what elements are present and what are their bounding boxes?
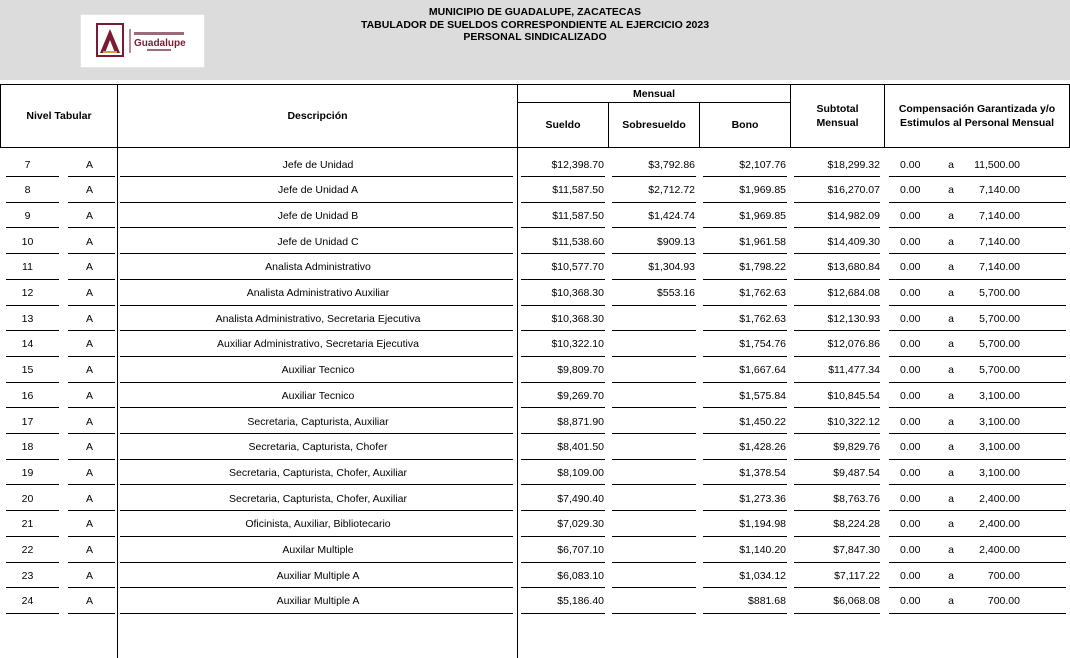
cell-subtotal: $11,477.34	[828, 364, 880, 377]
cell-sueldo: $11,587.50	[552, 184, 604, 197]
cell-sueldo: $6,707.10	[557, 544, 604, 556]
cell-subtotal: $10,845.54	[827, 389, 880, 402]
cell-sueldo: $6,083.10	[557, 569, 604, 582]
compensacion-max: 2,400.00	[979, 518, 1020, 531]
compensacion-max: 11,500.00	[974, 158, 1020, 171]
compensacion-max: 2,400.00	[979, 492, 1020, 505]
compensacion-a: a	[948, 415, 954, 428]
compensacion-max: 5,700.00	[979, 287, 1020, 299]
cell-nivel: 15	[21, 364, 34, 377]
compensacion-max: 7,140.00	[979, 235, 1020, 248]
cell-sueldo: $10,322.10	[551, 338, 604, 351]
compensacion-a: a	[948, 184, 954, 197]
cell-sobresueldo: $553.16	[657, 287, 695, 299]
cell-letra: A	[85, 209, 93, 222]
compensacion-min: 0.00	[900, 158, 921, 171]
cell-bono: $1,273.36	[739, 492, 786, 505]
compensacion-a: a	[948, 595, 954, 608]
cell-sueldo: $5,186.40	[557, 595, 604, 608]
compensacion-a: a	[948, 364, 954, 377]
cell-nivel: 14	[21, 338, 34, 351]
compensacion-a: a	[948, 518, 954, 531]
subtotal-label-line1: Subtotal	[816, 103, 859, 115]
row-underline	[889, 613, 1066, 614]
cell-letra: A	[85, 492, 93, 505]
cell-compensacion	[885, 229, 1070, 254]
compensacion-min: 0.00	[900, 569, 921, 582]
cell-subtotal: $7,847.30	[833, 544, 880, 556]
cell-compensacion	[885, 332, 1070, 357]
row-underline	[794, 613, 880, 614]
cell-sobresueldo	[609, 589, 695, 614]
row-underline	[120, 613, 513, 614]
cell-sueldo: $11,538.60	[552, 235, 604, 248]
compensacion-a: a	[948, 466, 954, 479]
row-underline	[612, 613, 696, 614]
table-row	[0, 409, 1070, 434]
cell-sobresueldo: $2,712.72	[648, 184, 695, 197]
cell-subtotal: $8,224.28	[833, 518, 880, 531]
compensacion-min: 0.00	[900, 184, 921, 197]
row-underline	[703, 613, 787, 614]
subtotal-label-line2: Mensual	[816, 117, 859, 129]
cell-bono: $881.68	[748, 595, 786, 608]
table-row	[0, 383, 1070, 408]
table-row	[0, 460, 1070, 485]
cell-descripcion: Auxiliar Multiple A	[276, 569, 360, 582]
cell-sobresueldo	[609, 332, 695, 357]
compensacion-max: 3,100.00	[979, 415, 1020, 428]
title-municipality: MUNICIPIO DE GUADALUPE, ZACATECAS	[428, 6, 642, 18]
cell-nivel: 10	[21, 235, 34, 248]
col-header-compensacion	[884, 84, 1070, 148]
cell-letra: A	[85, 235, 93, 248]
compensacion-min: 0.00	[900, 544, 921, 556]
compensacion-a: a	[948, 312, 954, 325]
compensacion-min: 0.00	[900, 261, 921, 274]
table-header	[0, 84, 1070, 148]
cell-nivel: 7	[24, 158, 31, 171]
cell-letra: A	[85, 595, 93, 608]
compensacion-min: 0.00	[900, 338, 921, 351]
cell-sobresueldo: $3,792.86	[648, 158, 695, 171]
cell-descripcion: Analista Administrativo Auxiliar	[246, 287, 390, 299]
cell-compensacion	[885, 383, 1070, 408]
compensacion-min: 0.00	[900, 235, 921, 248]
cell-nivel: 13	[21, 312, 34, 325]
table-row	[0, 152, 1070, 177]
table-row	[0, 538, 1070, 563]
cell-sobresueldo: $909.13	[657, 235, 695, 248]
compensacion-max: 5,700.00	[979, 312, 1020, 325]
cell-subtotal: $6,068.08	[833, 595, 880, 608]
cell-descripcion: Secretaria, Capturista, Chofer, Auxiliar	[229, 492, 407, 505]
cell-sobresueldo	[609, 563, 695, 588]
cell-descripcion: Auxiliar Tecnico	[281, 389, 355, 402]
cell-compensacion	[885, 589, 1070, 614]
cell-nivel: 18	[21, 441, 34, 454]
row-underline	[68, 613, 115, 614]
cell-nivel: 8	[24, 184, 31, 197]
cell-subtotal: $7,117.22	[834, 569, 880, 582]
cell-letra: A	[85, 312, 93, 325]
title-tabulador: TABULADOR DE SUELDOS CORRESPONDIENTE AL EJERCICIO 2023	[360, 18, 710, 31]
cell-letra: A	[85, 364, 93, 377]
cell-nivel: 20	[21, 492, 34, 505]
cell-descripcion: Analista Administrativo	[265, 261, 371, 274]
cell-descripcion: Jefe de Unidad B	[277, 209, 359, 222]
compensacion-min: 0.00	[900, 312, 921, 325]
compensacion-a: a	[948, 389, 954, 402]
cell-subtotal: $14,409.30	[827, 235, 880, 248]
compensacion-min: 0.00	[900, 415, 921, 428]
table-row	[0, 203, 1070, 228]
cell-descripcion: Secretaria, Capturista, Chofer, Auxiliar	[229, 466, 407, 479]
cell-sueldo: $11,587.50	[552, 209, 604, 222]
cell-nivel: 19	[21, 466, 34, 479]
cell-nivel: 9	[24, 209, 31, 222]
cell-compensacion	[885, 281, 1070, 306]
cell-sobresueldo	[609, 409, 695, 434]
cell-bono: $1,667.64	[739, 364, 786, 377]
cell-compensacion	[885, 538, 1070, 563]
compensacion-a: a	[948, 569, 954, 582]
compensacion-max: 7,140.00	[979, 261, 1020, 274]
compensacion-min: 0.00	[900, 466, 921, 479]
column-divider	[117, 148, 118, 658]
compensacion-min: 0.00	[900, 492, 921, 505]
cell-descripcion: Jefe de Unidad A	[278, 184, 358, 197]
cell-bono: $1,969.85	[739, 209, 786, 222]
cell-sobresueldo	[609, 460, 695, 485]
compensacion-max: 3,100.00	[979, 389, 1020, 402]
cell-bono: $1,798.22	[739, 261, 786, 274]
cell-bono: $1,194.98	[739, 518, 786, 531]
compensacion-max: 5,700.00	[979, 338, 1020, 351]
cell-sueldo: $12,398.70	[551, 158, 604, 171]
table-row	[0, 563, 1070, 588]
compensacion-max: 700.00	[987, 595, 1020, 608]
table-row	[0, 589, 1070, 614]
cell-compensacion	[885, 152, 1070, 177]
cell-sueldo: $10,368.30	[551, 287, 604, 299]
cell-letra: A	[85, 158, 93, 171]
cell-nivel: 17	[21, 415, 34, 428]
document-titles	[300, 6, 770, 44]
compensacion-min: 0.00	[900, 209, 921, 222]
table-row	[0, 332, 1070, 357]
compensacion-a: a	[948, 441, 954, 454]
compensacion-a: a	[948, 544, 954, 556]
cell-letra: A	[85, 544, 93, 556]
cell-descripcion: Auxiliar Multiple A	[276, 595, 360, 608]
cell-bono: $1,754.76	[739, 338, 786, 351]
cell-bono: $1,762.63	[739, 287, 786, 299]
cell-subtotal: $12,076.86	[827, 338, 880, 351]
cell-sobresueldo	[609, 383, 695, 408]
table-row	[0, 229, 1070, 254]
cell-nivel: 21	[21, 518, 34, 531]
cell-bono: $1,961.58	[739, 235, 786, 248]
table-row	[0, 435, 1070, 460]
col-header-sobresueldo: Sobresueldo	[608, 102, 700, 148]
cell-compensacion	[885, 306, 1070, 331]
cell-letra: A	[85, 287, 93, 299]
cell-letra: A	[85, 518, 93, 531]
compensacion-label-line2: Estimulos al Personal Mensual	[899, 117, 1055, 129]
col-header-bono: Bono	[699, 102, 791, 148]
compensacion-min: 0.00	[900, 389, 921, 402]
col-header-mensual: Mensual	[517, 84, 791, 103]
cell-descripcion: Jefe de Unidad C	[277, 235, 359, 248]
cell-bono: $1,969.85	[739, 184, 786, 197]
cell-bono: $2,107.76	[739, 158, 786, 171]
cell-compensacion	[885, 435, 1070, 460]
compensacion-max: 7,140.00	[979, 184, 1020, 197]
cell-bono: $1,034.12	[739, 569, 786, 582]
cell-descripcion: Analista Administrativo, Secretaria Ejecutiva	[215, 312, 421, 325]
compensacion-a: a	[948, 209, 954, 222]
cell-compensacion	[885, 178, 1070, 203]
cell-sobresueldo	[609, 512, 695, 537]
cell-descripcion: Auxiliar Administrativo, Secretaria Ejecutiva	[217, 338, 419, 351]
compensacion-min: 0.00	[900, 364, 921, 377]
table-row	[0, 178, 1070, 203]
cell-descripcion: Auxilar Multiple	[282, 544, 354, 556]
cell-letra: A	[85, 466, 93, 479]
cell-subtotal: $12,684.08	[827, 287, 880, 299]
cell-letra: A	[85, 415, 93, 428]
cell-sobresueldo: $1,304.93	[648, 261, 695, 274]
cell-sueldo: $7,029.30	[557, 518, 604, 531]
cell-descripcion: Secretaria, Capturista, Chofer	[248, 441, 388, 454]
cell-letra: A	[85, 261, 93, 274]
cell-subtotal: $10,322.12	[827, 415, 880, 428]
cell-subtotal: $9,829.76	[833, 441, 880, 454]
cell-letra: A	[85, 441, 93, 454]
cell-letra: A	[85, 569, 93, 582]
cell-nivel: 24	[21, 595, 34, 608]
cell-descripcion: Secretaria, Capturista, Auxiliar	[247, 415, 389, 428]
cell-compensacion	[885, 563, 1070, 588]
compensacion-a: a	[948, 338, 954, 351]
cell-sueldo: $8,871.90	[557, 415, 604, 428]
col-header-sueldo: Sueldo	[517, 102, 609, 148]
compensacion-max: 7,140.00	[979, 209, 1020, 222]
cell-descripcion: Auxiliar Tecnico	[281, 364, 355, 377]
cell-bono: $1,378.54	[739, 466, 786, 479]
cell-sueldo: $8,401.50	[557, 441, 604, 454]
cell-sobresueldo	[609, 486, 695, 511]
cell-sueldo: $7,490.40	[557, 492, 604, 505]
title-personal: PERSONAL SINDICALIZADO	[463, 31, 607, 43]
guadalupe-logo-icon	[81, 15, 204, 67]
cell-subtotal: $16,270.07	[827, 184, 880, 197]
cell-subtotal: $14,982.09	[827, 209, 880, 222]
cell-nivel: 11	[22, 261, 33, 274]
cell-subtotal: $8,763.76	[833, 492, 880, 505]
compensacion-a: a	[948, 287, 954, 299]
cell-nivel: 23	[21, 569, 34, 582]
cell-bono: $1,450.22	[739, 415, 786, 428]
cell-compensacion	[885, 486, 1070, 511]
compensacion-max: 3,100.00	[979, 466, 1020, 479]
table-row	[0, 281, 1070, 306]
compensacion-min: 0.00	[900, 441, 921, 454]
cell-subtotal: $18,299.32	[827, 158, 880, 171]
col-header-subtotal	[790, 84, 885, 148]
cell-letra: A	[85, 389, 93, 402]
cell-compensacion	[885, 460, 1070, 485]
cell-compensacion	[885, 512, 1070, 537]
cell-descripcion: Oficinista, Auxiliar, Bibliotecario	[245, 518, 391, 531]
col-header-nivel: Nivel Tabular	[0, 84, 118, 148]
cell-sobresueldo: $1,424.74	[648, 209, 695, 222]
col-header-descripcion: Descripción	[117, 84, 518, 148]
cell-nivel: 12	[21, 287, 34, 299]
municipality-logo	[80, 14, 205, 68]
compensacion-a: a	[948, 235, 954, 248]
cell-compensacion	[885, 358, 1070, 383]
cell-bono: $1,575.84	[739, 389, 786, 402]
row-underline	[521, 613, 605, 614]
cell-compensacion	[885, 255, 1070, 280]
compensacion-max: 5,700.00	[979, 364, 1020, 377]
cell-sobresueldo	[609, 306, 695, 331]
cell-sueldo: $10,368.30	[551, 312, 604, 325]
compensacion-max: 2,400.00	[979, 544, 1020, 556]
compensacion-a: a	[948, 492, 954, 505]
svg-text:Guadalupe: Guadalupe	[134, 38, 186, 49]
compensacion-min: 0.00	[900, 595, 921, 608]
cell-subtotal: $13,680.84	[827, 261, 880, 274]
cell-sobresueldo	[609, 435, 695, 460]
row-underline	[6, 613, 59, 614]
cell-compensacion	[885, 409, 1070, 434]
cell-sueldo: $8,109.00	[557, 466, 604, 479]
cell-bono: $1,762.63	[739, 312, 786, 325]
cell-nivel: 22	[21, 544, 34, 556]
cell-sobresueldo	[609, 538, 695, 563]
cell-descripcion: Jefe de Unidad	[282, 158, 354, 171]
cell-sueldo: $10,577.70	[551, 261, 604, 274]
compensacion-max: 3,100.00	[979, 441, 1020, 454]
cell-letra: A	[85, 338, 93, 351]
compensacion-max: 700.00	[987, 569, 1020, 582]
cell-sueldo: $9,809.70	[557, 364, 604, 377]
table-row	[0, 358, 1070, 383]
document-header	[0, 0, 1070, 80]
cell-sobresueldo	[609, 358, 695, 383]
table-row	[0, 255, 1070, 280]
cell-bono: $1,428.26	[739, 441, 786, 454]
cell-subtotal: $12,130.93	[827, 312, 880, 325]
compensacion-label-line1: Compensación Garantizada y/o	[898, 103, 1056, 115]
cell-letra: A	[85, 184, 93, 197]
cell-bono: $1,140.20	[739, 544, 786, 556]
compensacion-a: a	[948, 158, 954, 171]
cell-subtotal: $9,487.54	[833, 466, 880, 479]
compensacion-min: 0.00	[900, 518, 921, 531]
table-row	[0, 486, 1070, 511]
column-divider	[517, 148, 518, 658]
compensacion-min: 0.00	[900, 287, 921, 299]
compensacion-a: a	[948, 261, 954, 274]
table-row	[0, 512, 1070, 537]
cell-sueldo: $9,269.70	[557, 389, 604, 402]
table-row	[0, 306, 1070, 331]
cell-nivel: 16	[21, 389, 34, 402]
cell-compensacion	[885, 203, 1070, 228]
